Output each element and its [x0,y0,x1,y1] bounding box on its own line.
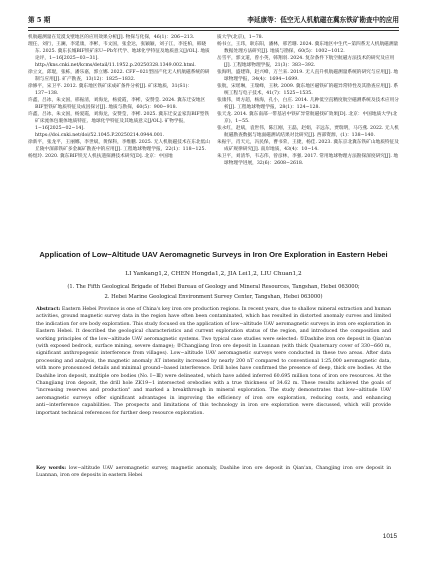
abstract [36,306,391,417]
reference-entry: 许鑫，吕冰，朱文国，杨爱霞，刘海龙，安赞莹，李彬. 2025. 冀东迁安孟家沟BIF型铁矿床流体包裹体地质特征、地球化学特征及其地质意义[J/OL]. 矿物学报，1−16[2025−02−14]. https://doi.cnki.net/doi/52.1045.P.20250214.0944.001. [28,112,210,138]
page-number: 1015 [382,533,397,540]
keywords [36,465,391,480]
running-title: 李延康等：低空无人机航磁在冀东铁矿勘查中的应用 [247,16,399,24]
english-title: Application of Low−Altitude UAV Aeromagnetic Surveys in Iron Ore Exploration in Eastern Hebei [39,250,388,259]
reference-entry: 张永红，赵斌，袁世伟，陈江刚，王磊，赵娟，辛远东，贾瑞明，马巧燕. 2022. 无人机航磁勘查数据与地面磁测试结果对比研究[J]. 西部资源，(1)：138−140. [217,126,399,138]
reference-entry: 徐立文，邱琨，张栋，潘乐嘉，郭立娜. 2022. CFF−021型固产化无人机航磁系统的研制与应用[J]. 矿产勘查，13(12)：1825−1832. [28,70,210,82]
reference-entry: 杨书立，王玮，耿东阳，潘林，邢若珊. 2024. 冀东地区中生代−第四系无人机航磁测量数据处理方法研究[J]. 地质与勘探，60(5)：1002−1012. [217,42,399,54]
affiliation-2: 2. Hebei Marine Geological Environment Survey Center, Tangshan, Hebei 063000) [104,293,323,300]
abstract-label: Abstract: [36,307,61,312]
keywords-text: low−altitude UAV aeromagnetic survey, magnetic anomaly, Dashihe iron ore deposit in Qian'an, Changjing iron ore deposit in Luannan, iron ore deposits in eastern Hebei [36,466,392,479]
reference-entry: 张康伟，周方超，杨海，孔小，白庄. 2014. 几种低空直精度航空磁测系统及技术应用分析[J]. 工程地球物理学报，28(1)：124−128. [217,98,399,110]
issue-label: 第 5 期 [28,16,51,24]
reference-entry: 岳雪平，郭文道，曾小英，韩翔羽. 2024. 复杂条件下航空航磁方法技术的研究及应用[J]. 工程地球物理学报，21(3)：383−392. [217,56,395,68]
reference-entry: 徐新平，张龙平，王丽娜，李世斌，黄保科，李维鹏. 2025. 无人机航磁技术在东北低山丘陵中深部铁矿多金属矿勘查中的应用[J]. 工程地球物理学报，22(1)：118−125. [28,140,210,152]
author-list: LI Yankang1,2, CHEN Hongda1,2, JIA Lei1,2, LIU Chuan1,2 [125,271,302,277]
reference-entry: 质大学(北京)，1−78. [217,35,264,40]
header-rule [28,27,399,31]
keywords-label: Key words: [36,466,67,471]
reference-entry: 张天龙. 2014. 冀东南部一带基岩中铁矿异常航磁找矿效果[D]. 北京：中国地质大学(北京)，1−55. [217,112,398,124]
reference-entry: 张海明，盛建锋，赵兴峰，万兰来. 2019. 无人直升机航磁测量系统的研究与应用[J]. 地球物理学报，34(4)：1694−1699. [217,70,399,82]
affiliation-1: (1. The Fifth Geological Brigade of Hebei Bureau of Geology and Mineral Resources, Tangshan, Hebei 063000; [67,284,360,290]
affiliations [28,283,399,302]
reference-entry: 张航，宋瑶琳，王瑞峰，王秋. 2009. 冀东地区磁铁矿的磁异常特性及其勘查应用[J]. 系统工程与电子技术，41(7)：1525−1535. [217,84,399,96]
reference-column-left [28,34,210,240]
reference-list [28,34,399,240]
reference-column-right [217,34,399,240]
abstract-text: Eastern Hebei Province is one of China's key iron ore production regions. In recent years, due to shallow mineral extraction and human activities, ground magnetic survey data in the region have often been contaminated, which has resulted in distorted anomaly curves and limited the indication for ore body exploration. This study focused on the application of low−altitude UAV aeromagnetic surveys in iron ore exploration in Eastern Hebei. It described the geological characteristics and current exploration status of the region, and introduced the composition and working principles of the low−altitude UAV aeromagnetic systems. Two typical case studies were selected: ①Dashihe iron ore deposit in Qian'an (with exposed bedrock, surface mining, severe damage); ②Changjiang Iron ore deposit in Luannan (with thick Quaternary cover of 330−660 m, significant anthropogenic interference from villages). Low−altitude UAV aeromagnetic surveys were conducted in these two areas. After data processing and analysis, the magnetic anomaly ΔT intensity increased by nearly 200 nT compared to conventional 1∶25,000 aeromagnetic data, with more pronounced details and minimal ground−based interference. Drill holes have confirmed the presence of deep, thick ore bodies. At the Dashihe iron deposit, multiple ore bodies (No. Ⅰ−Ⅲ) were delineated, which have added inferred 60.695 million tons of iron ore resources. At the Changjiang iron deposit, the drill hole ZK19−1 intersected orebodies with a true thickness of 34.62 m. These results achieved the goals of "increasing reserves and production" and marked a breakthrough in mineral exploration. The study demonstrates that low−altitude UAV aeromagnetic surveys offer significant advantages in improving the efficiency of iron ore exploration, reducing costs, and enhancing anti−interference capabilities. The prospects and limitations of this technology in iron ore exploration were discussed, which will provide important technical references for further deep resource exploration. [36,307,392,416]
reference-entry: 徐修平，宋卫平. 2012. 冀东地区铁矿床成矿条件分析[J]. 矿床地质，31(S1)：137−138. [28,84,193,96]
reference-entry: 机航磁测量在荒漠戈壁地区的应用效果分析[J]. 物探与化探，46(1)：206−213. [28,35,195,40]
reference-entry: 理任，刘行，王澜，李延康，李彬，韦文国，张金达，张颖颖，刘子江，李连柏，韩晓东. 2025. 冀东长城BIF铁矿床U−Pb年代学、地球化学特征及地质意义[J/OL]. 地质论评，1−16[2025−03−31]. http://kns.cnki.net/kcms/detail/11.1952.p.20250328.1349.002.html. [28,42,210,68]
reference-entry: 朱卫平，刘清华，韦志伟，曾彦林，李强. 2017. 常用地球物理方法勘探深度研究[J]. 地球物理学进展，32(6)：2608−2618. [217,154,399,166]
reference-entry: 杨煜玲. 2020. 冀东BIF铁无人机扶遗探测技术研究[D]. 北京：中国地 [28,154,173,159]
reference-entry: 朱振宇，肖天元，冯民保，曹书荣，王捷，杨佳. 2023. 冀东京北冀东铁矿山地质特征及成矿规律研究[J]. 南岸地质，43(4)：10−14. [217,140,399,152]
running-header [28,14,399,28]
reference-entry: 许鑫，吕冰，朱文国，邢振清，刘海龙，杨爱霞，李彬，安赞莹. 2024. 冀东迁安地区BIF型铁矿地质特征及成因探讨[J]. 地质与勘探，60(5)：900−918. [28,98,206,110]
